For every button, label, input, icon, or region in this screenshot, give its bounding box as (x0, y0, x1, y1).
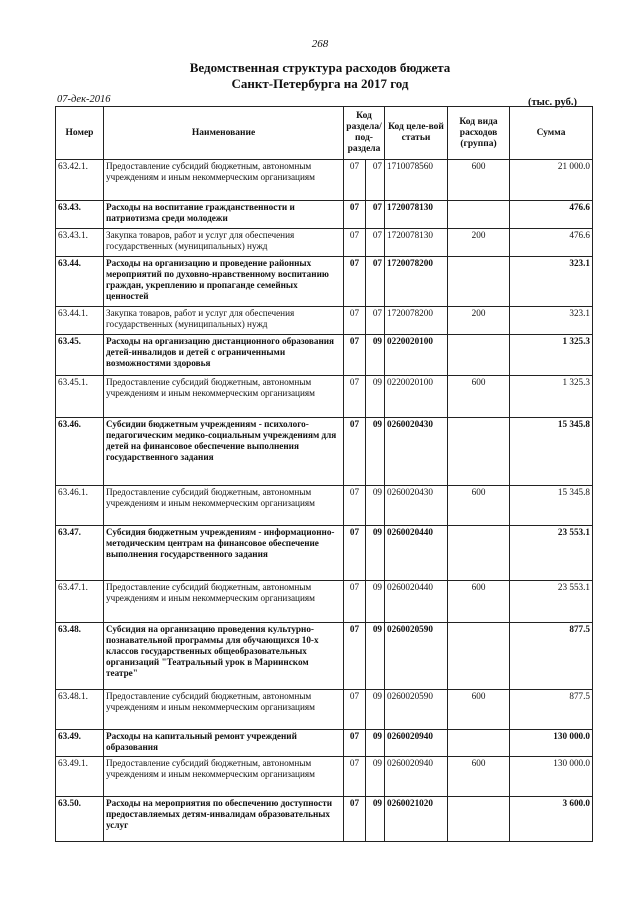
table-row (56, 307, 593, 335)
header-sum: Сумма (510, 107, 593, 160)
row-section-code: 07 (344, 307, 366, 335)
row-section-code: 07 (344, 486, 366, 526)
row-name: Субсидия бюджетным учреждениям - информационно-методическим центрам на финансовое обеспечение выполнения государственного задания (104, 526, 344, 581)
table-row (56, 581, 593, 623)
row-sum: 23 553.1 (510, 526, 593, 581)
row-subsection-code: 07 (366, 201, 385, 229)
row-subsection-code: 09 (366, 730, 385, 757)
page-number: 268 (311, 38, 329, 50)
row-section-code: 07 (344, 376, 366, 418)
row-name: Расходы на мероприятия по обеспечению доступности предоставляемых детям-инвалидам образовательных услуг (104, 797, 344, 842)
row-subsection-code: 07 (366, 257, 385, 307)
row-article-code: 0260020940 (385, 757, 448, 797)
row-section-code: 07 (344, 526, 366, 581)
table-row (56, 335, 593, 376)
row-name: Предоставление субсидий бюджетным, автономным учреждениям и иным некоммерческим организациям (104, 757, 344, 797)
row-expense-group: 600 (448, 581, 510, 623)
row-number: 63.44. (56, 257, 104, 307)
row-number: 63.49. (56, 730, 104, 757)
row-number: 63.48.1. (56, 690, 104, 730)
row-subsection-code: 09 (366, 418, 385, 486)
row-number: 63.42.1. (56, 160, 104, 201)
row-expense-group: 600 (448, 690, 510, 730)
row-article-code: 0260020440 (385, 526, 448, 581)
row-article-code: 1720078130 (385, 229, 448, 257)
row-expense-group (448, 797, 510, 842)
row-sum: 323.1 (510, 307, 593, 335)
row-number: 63.50. (56, 797, 104, 842)
title-line-2: Санкт-Петербурга на 2017 год (231, 76, 409, 91)
row-section-code: 07 (344, 757, 366, 797)
row-subsection-code: 07 (366, 229, 385, 257)
row-name: Субсидия на организацию проведения культурно-познавательной программы для обучающихся 10-х классов государственных общеобразовательных организаций "Театральный урок в Мариинском театре" (104, 623, 344, 690)
row-sum: 1 325.3 (510, 335, 593, 376)
table-row (56, 690, 593, 730)
table-row (56, 160, 593, 201)
row-subsection-code: 09 (366, 376, 385, 418)
row-article-code: 0260020430 (385, 418, 448, 486)
row-expense-group: 600 (448, 757, 510, 797)
row-number: 63.49.1. (56, 757, 104, 797)
row-expense-group (448, 335, 510, 376)
document-title (0, 60, 640, 92)
row-name: Расходы на организацию и проведение районных мероприятий по духовно-нравственному воспитанию граждан, укреплению и пропаганде семейных ценностей (104, 257, 344, 307)
row-article-code: 0260020440 (385, 581, 448, 623)
row-subsection-code: 09 (366, 623, 385, 690)
row-sum: 877.5 (510, 623, 593, 690)
row-article-code: 0220020100 (385, 376, 448, 418)
row-article-code: 0260020590 (385, 690, 448, 730)
row-section-code: 07 (344, 229, 366, 257)
header-section-code: Код раздела/ под-раздела (344, 107, 385, 160)
row-section-code: 07 (344, 418, 366, 486)
table-row (56, 526, 593, 581)
row-expense-group (448, 418, 510, 486)
row-article-code: 0260020430 (385, 486, 448, 526)
row-article-code: 0260020590 (385, 623, 448, 690)
table-row (56, 486, 593, 526)
table-row (56, 797, 593, 842)
row-name: Расходы на организацию дистанционного образования детей-инвалидов и детей с ограниченными возможностями здоровья (104, 335, 344, 376)
row-number: 63.48. (56, 623, 104, 690)
row-section-code: 07 (344, 257, 366, 307)
row-subsection-code: 09 (366, 526, 385, 581)
row-subsection-code: 09 (366, 757, 385, 797)
row-expense-group: 600 (448, 486, 510, 526)
row-number: 63.43. (56, 201, 104, 229)
row-number: 63.46. (56, 418, 104, 486)
row-article-code: 0260021020 (385, 797, 448, 842)
row-sum: 130 000.0 (510, 730, 593, 757)
row-article-code: 0260020940 (385, 730, 448, 757)
row-article-code: 0220020100 (385, 335, 448, 376)
row-expense-group: 200 (448, 307, 510, 335)
row-name: Предоставление субсидий бюджетным, автономным учреждениям и иным некоммерческим организациям (104, 486, 344, 526)
row-name: Закупка товаров, работ и услуг для обеспечения государственных (муниципальных) нужд (104, 229, 344, 257)
row-name: Предоставление субсидий бюджетным, автономным учреждениям и иным некоммерческим организациям (104, 160, 344, 201)
units-label: (тыс. руб.) (528, 97, 577, 108)
row-name: Расходы на капитальный ремонт учреждений образования (104, 730, 344, 757)
table-row (56, 730, 593, 757)
row-sum: 3 600.0 (510, 797, 593, 842)
row-name: Предоставление субсидий бюджетным, автономным учреждениям и иным некоммерческим организациям (104, 581, 344, 623)
row-name: Предоставление субсидий бюджетным, автономным учреждениям и иным некоммерческим организациям (104, 376, 344, 418)
row-section-code: 07 (344, 690, 366, 730)
row-sum: 15 345.8 (510, 486, 593, 526)
row-sum: 877.5 (510, 690, 593, 730)
header-expense-group: Код вида расходов (группа) (448, 107, 510, 160)
row-name: Расходы на воспитание гражданственности и патриотизма среди молодежи (104, 201, 344, 229)
row-section-code: 07 (344, 730, 366, 757)
row-expense-group: 200 (448, 229, 510, 257)
row-section-code: 07 (344, 335, 366, 376)
row-subsection-code: 09 (366, 690, 385, 730)
row-name: Субсидии бюджетным учреждениям - психолого-педагогическим медико-социальным учреждениям для детей на финансовое обеспечение выполнения государственного задания (104, 418, 344, 486)
header-number: Номер (56, 107, 104, 160)
row-section-code: 07 (344, 581, 366, 623)
row-section-code: 07 (344, 797, 366, 842)
row-subsection-code: 07 (366, 160, 385, 201)
row-subsection-code: 07 (366, 307, 385, 335)
row-expense-group (448, 257, 510, 307)
row-expense-group (448, 623, 510, 690)
row-sum: 23 553.1 (510, 581, 593, 623)
row-article-code: 1710078560 (385, 160, 448, 201)
row-expense-group (448, 526, 510, 581)
header-name: Наименование (104, 107, 344, 160)
row-number: 63.46.1. (56, 486, 104, 526)
row-subsection-code: 09 (366, 335, 385, 376)
table-row (56, 757, 593, 797)
row-number: 63.44.1. (56, 307, 104, 335)
table-row (56, 418, 593, 486)
row-article-code: 1720078130 (385, 201, 448, 229)
row-subsection-code: 09 (366, 486, 385, 526)
row-article-code: 1720078200 (385, 257, 448, 307)
row-expense-group (448, 201, 510, 229)
row-name: Предоставление субсидий бюджетным, автономным учреждениям и иным некоммерческим организациям (104, 690, 344, 730)
row-expense-group: 600 (448, 160, 510, 201)
document-date: 07-дек-2016 (57, 94, 111, 105)
table-row (56, 229, 593, 257)
row-sum: 21 000.0 (510, 160, 593, 201)
row-subsection-code: 09 (366, 581, 385, 623)
title-line-1: Ведомственная структура расходов бюджета (189, 60, 451, 75)
row-sum: 130 000.0 (510, 757, 593, 797)
row-sum: 323.1 (510, 257, 593, 307)
table-row (56, 201, 593, 229)
row-section-code: 07 (344, 160, 366, 201)
header-article-code: Код целе-вой статьи (385, 107, 448, 160)
table-row (56, 623, 593, 690)
row-sum: 15 345.8 (510, 418, 593, 486)
row-sum: 1 325.3 (510, 376, 593, 418)
row-number: 63.43.1. (56, 229, 104, 257)
row-section-code: 07 (344, 623, 366, 690)
row-expense-group: 600 (448, 376, 510, 418)
row-number: 63.45. (56, 335, 104, 376)
row-subsection-code: 09 (366, 797, 385, 842)
row-sum: 476.6 (510, 201, 593, 229)
row-number: 63.47. (56, 526, 104, 581)
row-name: Закупка товаров, работ и услуг для обеспечения государственных (муниципальных) нужд (104, 307, 344, 335)
row-article-code: 1720078200 (385, 307, 448, 335)
table-header-row (56, 107, 593, 160)
row-sum: 476.6 (510, 229, 593, 257)
table-row (56, 376, 593, 418)
row-section-code: 07 (344, 201, 366, 229)
row-number: 63.47.1. (56, 581, 104, 623)
table-row (56, 257, 593, 307)
row-expense-group (448, 730, 510, 757)
budget-table (55, 106, 593, 842)
row-number: 63.45.1. (56, 376, 104, 418)
